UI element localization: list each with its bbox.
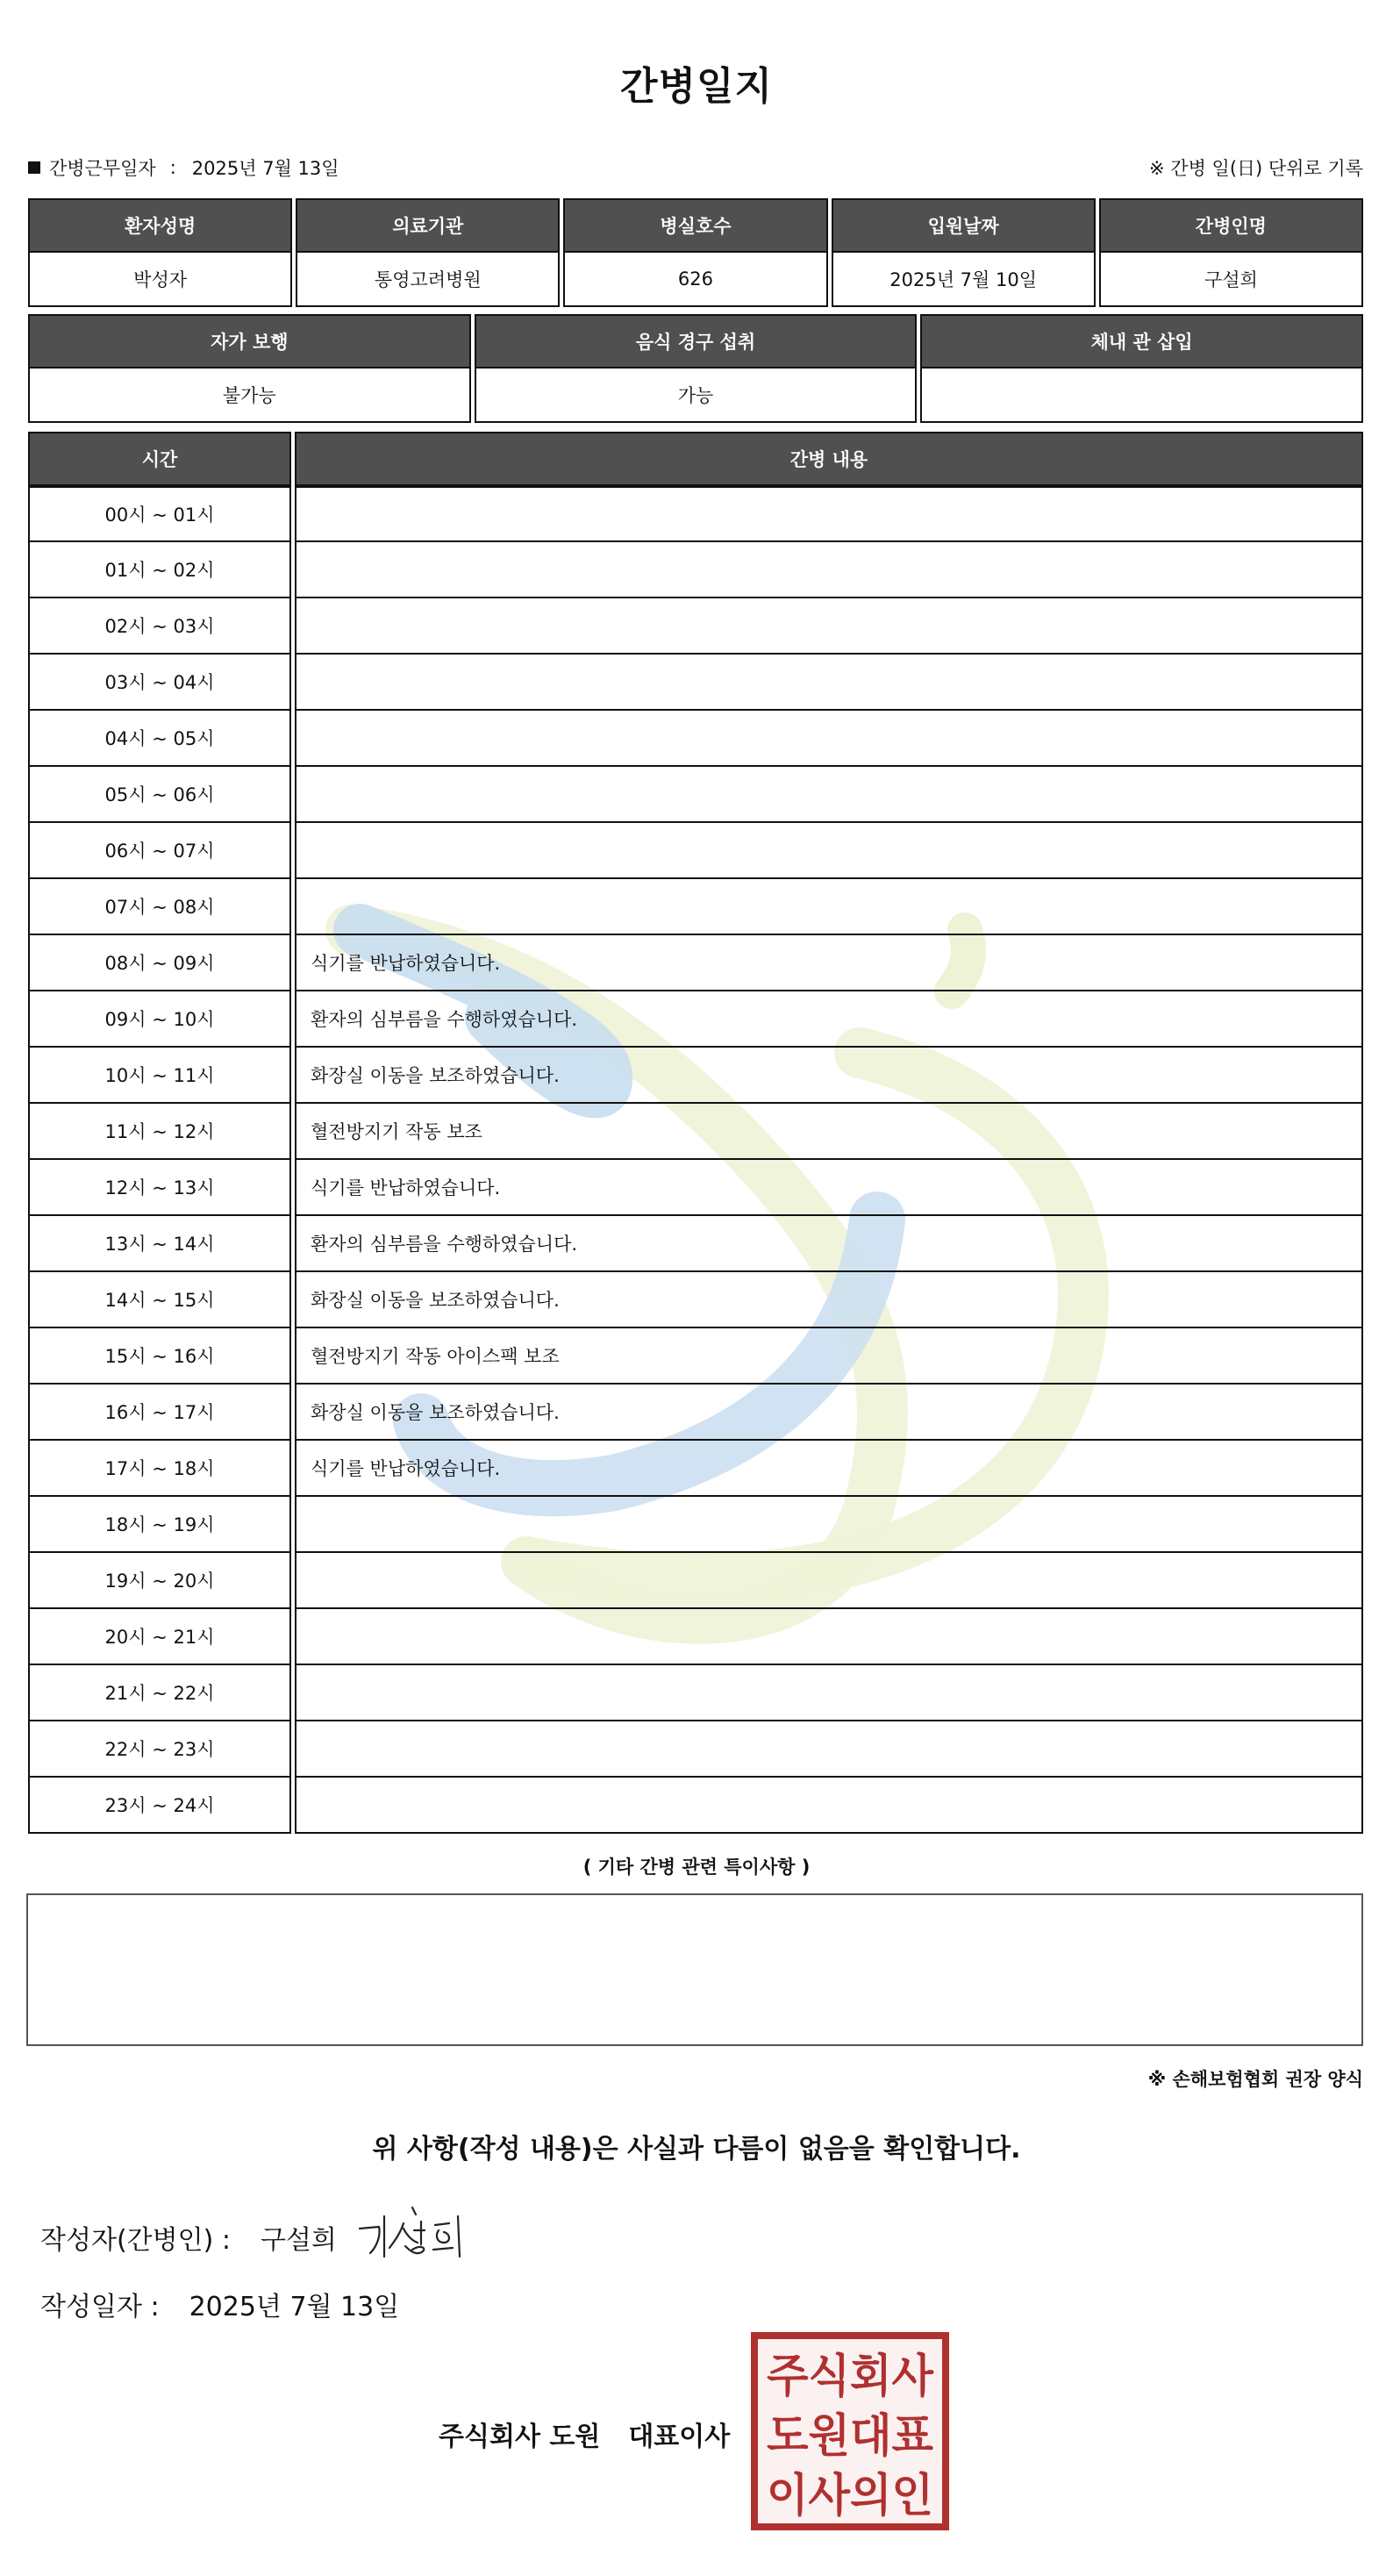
schedule-content (295, 655, 1363, 711)
schedule-content (295, 1609, 1363, 1665)
schedule-row (28, 711, 1363, 767)
care-schedule-table (25, 432, 1367, 1834)
schedule-time: 09시 ~ 10시 (28, 991, 291, 1048)
schedule-row (28, 1272, 1363, 1328)
schedule-content: 환자의 심부름을 수행하였습니다. (295, 1216, 1363, 1272)
schedule-row (28, 1609, 1363, 1665)
schedule-content (295, 1721, 1363, 1778)
schedule-row (28, 1665, 1363, 1721)
header-patient-name: 환자성명 (28, 198, 292, 253)
author-label: 작성자(간병인) : (40, 2225, 231, 2256)
square-bullet-icon (28, 161, 40, 174)
schedule-content: 식기를 반납하였습니다. (295, 935, 1363, 991)
schedule-row (28, 598, 1363, 655)
work-date-value: 2025년 7월 13일 (191, 158, 339, 179)
schedule-content (295, 823, 1363, 879)
meta-row (28, 154, 1363, 181)
oral-intake-status: 가능 (475, 369, 918, 423)
schedule-row (28, 1441, 1363, 1497)
date-label: 작성일자 : (40, 2292, 160, 2322)
seal-line-3: 이사의인 (767, 2470, 933, 2522)
schedule-content (295, 486, 1363, 542)
schedule-time: 19시 ~ 20시 (28, 1553, 291, 1609)
schedule-content (295, 1778, 1363, 1834)
author-row (40, 2218, 337, 2257)
patient-info-table (25, 198, 1367, 307)
schedule-time: 12시 ~ 13시 (28, 1160, 291, 1216)
company-seal-stamp (751, 2332, 949, 2530)
schedule-content (295, 1665, 1363, 1721)
schedule-row (28, 486, 1363, 542)
walking-status: 불가능 (28, 369, 471, 423)
schedule-row (28, 1553, 1363, 1609)
schedule-body (28, 486, 1363, 1834)
unit-note: ※ 간병 일(日) 단위로 기록 (1149, 158, 1363, 179)
patient-condition-table (25, 314, 1367, 423)
seal-line-2: 도원대표 (767, 2410, 933, 2463)
document-title: 간병일지 (619, 64, 773, 109)
admission-date: 2025년 7월 10일 (832, 253, 1096, 307)
date-value: 2025년 7월 13일 (189, 2292, 400, 2322)
schedule-row (28, 991, 1363, 1048)
schedule-content (295, 1553, 1363, 1609)
schedule-row (28, 655, 1363, 711)
special-notes-box (26, 1893, 1363, 2046)
schedule-content: 화장실 이동을 보조하였습니다. (295, 1385, 1363, 1441)
schedule-row (28, 1328, 1363, 1385)
schedule-time: 03시 ~ 04시 (28, 655, 291, 711)
company-row (439, 2415, 730, 2453)
schedule-content: 식기를 반납하였습니다. (295, 1441, 1363, 1497)
confirmation-statement: 위 사항(작성 내용)은 사실과 다름이 없음을 확인합니다. (372, 2134, 1021, 2165)
header-tube-insertion: 체내 관 삽입 (920, 314, 1363, 369)
schedule-time: 18시 ~ 19시 (28, 1497, 291, 1553)
work-date-label: 간병근무일자 (49, 158, 156, 179)
notes-caption: ( 기타 간병 관련 특이사항 ) (582, 1857, 811, 1878)
schedule-row (28, 1048, 1363, 1104)
header-care-content: 간병 내용 (295, 432, 1363, 486)
schedule-content (295, 767, 1363, 823)
schedule-row (28, 1216, 1363, 1272)
date-row (40, 2285, 399, 2323)
author-name: 구설희 (260, 2225, 337, 2256)
schedule-time: 16시 ~ 17시 (28, 1385, 291, 1441)
schedule-row (28, 542, 1363, 598)
hospital-name: 통영고려병원 (296, 253, 560, 307)
form-source-note: ※ 손해보험협회 권장 양식 (1147, 2069, 1363, 2090)
schedule-time: 13시 ~ 14시 (28, 1216, 291, 1272)
schedule-time: 23시 ~ 24시 (28, 1778, 291, 1834)
schedule-time: 07시 ~ 08시 (28, 879, 291, 935)
header-oral-intake: 음식 경구 섭취 (475, 314, 918, 369)
schedule-content: 화장실 이동을 보조하였습니다. (295, 1272, 1363, 1328)
handwritten-signature (354, 2204, 486, 2274)
schedule-content (295, 1497, 1363, 1553)
header-admission-date: 입원날짜 (832, 198, 1096, 253)
tube-insertion-status (920, 369, 1363, 423)
schedule-time: 02시 ~ 03시 (28, 598, 291, 655)
schedule-content (295, 542, 1363, 598)
schedule-row (28, 1778, 1363, 1834)
schedule-content (295, 711, 1363, 767)
header-walking: 자가 보행 (28, 314, 471, 369)
seal-line-1: 주식회사 (767, 2351, 934, 2403)
schedule-time: 10시 ~ 11시 (28, 1048, 291, 1104)
ceo-title: 대표이사 (628, 2422, 731, 2452)
schedule-content (295, 598, 1363, 655)
schedule-time: 05시 ~ 06시 (28, 767, 291, 823)
patient-name: 박성자 (28, 253, 292, 307)
schedule-row (28, 1104, 1363, 1160)
schedule-time: 20시 ~ 21시 (28, 1609, 291, 1665)
schedule-row (28, 823, 1363, 879)
work-date-row (28, 154, 339, 181)
schedule-row (28, 767, 1363, 823)
schedule-content (295, 879, 1363, 935)
colon-separator: : (169, 157, 176, 178)
schedule-time: 22시 ~ 23시 (28, 1721, 291, 1778)
schedule-time: 04시 ~ 05시 (28, 711, 291, 767)
company-name: 주식회사 도원 (439, 2422, 601, 2452)
schedule-content: 식기를 반납하였습니다. (295, 1160, 1363, 1216)
schedule-content: 혈전방지기 작동 보조 (295, 1104, 1363, 1160)
schedule-time: 01시 ~ 02시 (28, 542, 291, 598)
schedule-time: 08시 ~ 09시 (28, 935, 291, 991)
schedule-row (28, 879, 1363, 935)
schedule-time: 11시 ~ 12시 (28, 1104, 291, 1160)
schedule-row (28, 935, 1363, 991)
schedule-time: 15시 ~ 16시 (28, 1328, 291, 1385)
schedule-row (28, 1385, 1363, 1441)
schedule-time: 00시 ~ 01시 (28, 486, 291, 542)
schedule-content: 환자의 심부름을 수행하였습니다. (295, 991, 1363, 1048)
room-number: 626 (563, 253, 827, 307)
schedule-content: 화장실 이동을 보조하였습니다. (295, 1048, 1363, 1104)
header-room: 병실호수 (563, 198, 827, 253)
caregiver-name: 구설희 (1099, 253, 1363, 307)
header-caregiver-name: 간병인명 (1099, 198, 1363, 253)
schedule-time: 06시 ~ 07시 (28, 823, 291, 879)
schedule-row (28, 1721, 1363, 1778)
schedule-content: 혈전방지기 작동 아이스팩 보조 (295, 1328, 1363, 1385)
schedule-time: 14시 ~ 15시 (28, 1272, 291, 1328)
schedule-time: 21시 ~ 22시 (28, 1665, 291, 1721)
header-time: 시간 (28, 432, 291, 486)
header-hospital: 의료기관 (296, 198, 560, 253)
schedule-row (28, 1497, 1363, 1553)
schedule-row (28, 1160, 1363, 1216)
schedule-time: 17시 ~ 18시 (28, 1441, 291, 1497)
